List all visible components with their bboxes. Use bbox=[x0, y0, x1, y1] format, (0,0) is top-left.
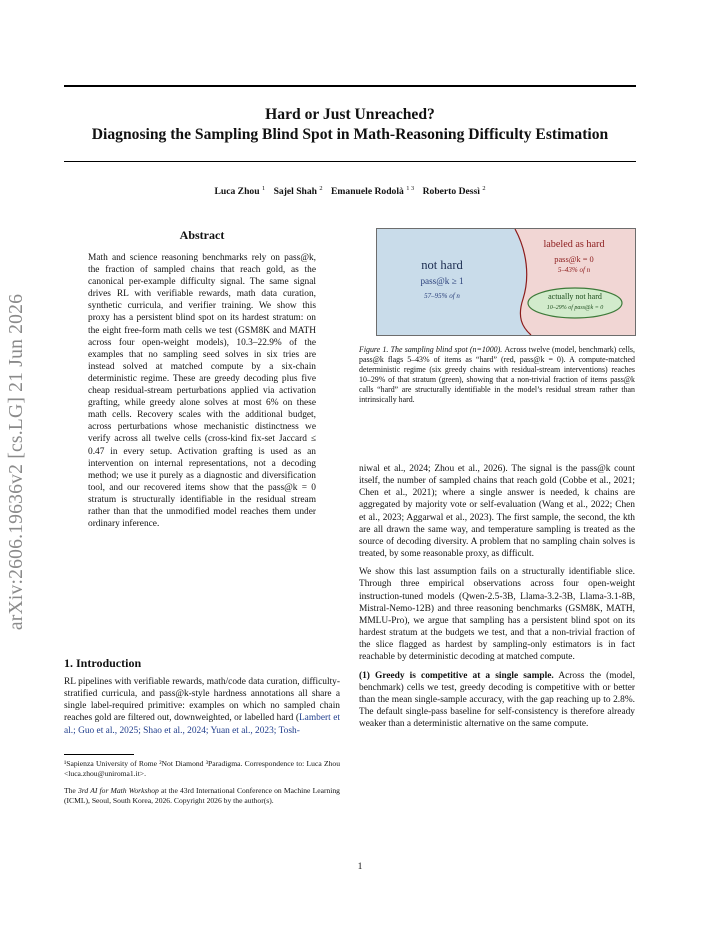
abstract-heading: Abstract bbox=[179, 228, 225, 242]
introduction-text bbox=[64, 676, 340, 737]
citation-link[interactable]: Yuan et al., 2023; bbox=[210, 725, 277, 736]
figure-blind-spot bbox=[376, 228, 636, 336]
observation-text: Across the (model, benchmark) cells we test, greedy decoding is competitive with or better than the mean single-sample accuracy, with the gap reaching up to 2.8%. The default single-pass baseline for self-consistency is therefore already weaker than a deterministic alternative on the same compute. bbox=[359, 670, 635, 730]
hard-condition: pass@k = 0 bbox=[554, 255, 594, 264]
figure-caption bbox=[359, 345, 635, 404]
hard-label: labeled as hard bbox=[543, 239, 605, 250]
abstract-text: Math and science reasoning benchmarks rely on pass@k, the fraction of sampled chains that reach gold, as the canonical per-example difficulty signal. The same signal drives RL with verifiable rewards, math data curation, synthetic curricula, and verifier training. We show this proxy has a persistent blind spot on its hardest stratum: on the eight free-form math cells we test (GSM8K and MATH across four open-weight models), 10.3–22.9% of the examples that no sampling seed solves in six tries are instead solved at matched compute by a six-chain deterministic regime. These are greedy decoding plus five cheap residual-stream perturbations applied via activation grafting, while greedy alone solves at most 6% on these math cells. Recovery scales with the additional budget, across perturbations whose mechanistic distinctness we verify across all twelve cells (cross-kind fix-set Jaccard ≤ 0.47 in every setup. Activation grafting is used as an intervention on internal representations, not a decoding method; we use it purely as a diagnostic and diversification tool, and our recovered items show that the pass@k = 0 stratum is structurally identifiable in the residual stream rather than that the unmodified model reaches them under ordinary inference. bbox=[88, 253, 316, 530]
introduction-heading: 1. Introduction bbox=[64, 656, 142, 670]
citation-link[interactable]: Guo et al., 2025; bbox=[78, 725, 141, 736]
page-number: 1 bbox=[357, 861, 363, 872]
footnote-venue bbox=[64, 786, 340, 806]
caption-title: The sampling blind spot (n=1000). bbox=[390, 345, 503, 354]
citation-link[interactable]: Lambert et al.; bbox=[64, 713, 340, 736]
paper-title-line-2: Diagnosing the Sampling Blind Spot in Math-Reasoning Difficulty Estimation bbox=[91, 126, 609, 143]
caption-label: Figure 1. bbox=[359, 345, 389, 354]
author-name: Emanuele Rodolà bbox=[331, 186, 404, 198]
right-column-text bbox=[359, 463, 635, 736]
actually-not-hard-label: actually not hard bbox=[548, 292, 602, 301]
title-rule-top bbox=[64, 85, 636, 87]
paragraph: niwal et al., 2024; Zhou et al., 2026). The signal is the pass@k count itself, the number of sampled chains that reach gold (Cobbe et al., 2021; Chen et al., 2021); where a single answer is needed, k chains are aggregated by majority vote or self-evaluation (Wang et al., 2022; Chen et al., 2023; Aggarwal et al., 2023). The first sample, the second, the kth are all drawn the same way, and temperature sampling is treated as the source of decoding diversity. A problem that no sampling chain solves is treated, by some reasonable proxy, as difficult. bbox=[359, 464, 635, 560]
paper-title-line-1: Hard or Just Unreached? bbox=[265, 106, 435, 123]
author-name: Luca Zhou bbox=[214, 186, 260, 198]
not-hard-percent: 57–95% of n bbox=[424, 292, 460, 300]
arxiv-stamp-text: arXiv:2606.19636v2 [cs.LG] 21 Jun 2026 bbox=[6, 293, 27, 631]
observation-heading: (1) Greedy is competitive at a single sample. bbox=[359, 670, 554, 681]
author-list bbox=[64, 185, 636, 197]
author-affiliation: 2 bbox=[319, 185, 323, 192]
venue-prefix: The bbox=[64, 786, 78, 795]
venue-suffix: at the 43rd International Conference on Machine Learning (ICML), Seoul, South Korea, 2026. Copyright 2026 by the author(s). bbox=[64, 786, 340, 805]
not-hard-condition: pass@k ≥ 1 bbox=[420, 276, 464, 286]
not-hard-label: not hard bbox=[421, 258, 463, 272]
citation-link[interactable]: Tosh- bbox=[278, 725, 300, 736]
actually-not-hard-percent: 10–29% of pass@k = 0 bbox=[546, 305, 604, 311]
paragraph bbox=[359, 670, 635, 731]
hard-percent: 5–43% of n bbox=[557, 266, 591, 274]
caption-text: Across twelve (model, benchmark) cells, pass@k flags 5–43% of items as “hard” (red, pass@k = 0). A compute-matched deterministic regime (six greedy chains with residual-stream interventions) reaches 10–29% of that stratum (green), showing that a non-trivial fraction of items pass@k calls “hard” are structurally identifiable in the model’s residual stream rather than intrinsically hard. bbox=[359, 345, 635, 404]
author-name: Roberto Dessì bbox=[422, 186, 480, 198]
paragraph: We show this last assumption fails on a structurally identifiable slice. Through three empirical observations across four open-weight instruction-tuned models (Qwen-2.5-3B, Llama-3.2-3B, Llama-3.1-8B, Mistral-Nemo-12B) and three reasoning benchmarks (GSM8K, MATH, MMLU-Pro), we argue that sampling has a persistent blind spot on its hardest stratum at the budgets we test, and that a non-trivial fraction of the slice flagged as hardest by sampling-only estimators is in fact reachable by deterministic decoding at matched compute. bbox=[359, 567, 635, 663]
footnote-rule bbox=[64, 754, 134, 755]
author-affiliation: 1 3 bbox=[406, 185, 415, 192]
author-affiliation: 1 bbox=[261, 185, 266, 192]
author-name: Sajel Shah bbox=[273, 186, 318, 198]
footnote-affiliations: ¹Sapienza University of Rome ²Not Diamond ³Paradigma. Correspondence to: Luca Zhou <luca.zhou@uniroma1.it>. bbox=[64, 759, 340, 778]
venue-workshop: 3rd AI for Math Workshop bbox=[77, 786, 159, 795]
citation-link[interactable]: Shao et al., 2024; bbox=[143, 725, 209, 736]
title-rule-bottom bbox=[64, 161, 636, 162]
intro-text-run: RL pipelines with verifiable rewards, math/code data curation, difficulty-stratified curricula, and pass@k-style hardness annotations all share a single label-required primitive: examples on which no sampled chain reaches gold are filtered out, downweighted, or labelled hard ( bbox=[64, 677, 340, 724]
arxiv-stamp bbox=[2, 262, 32, 662]
author-affiliation: 2 bbox=[482, 185, 486, 192]
